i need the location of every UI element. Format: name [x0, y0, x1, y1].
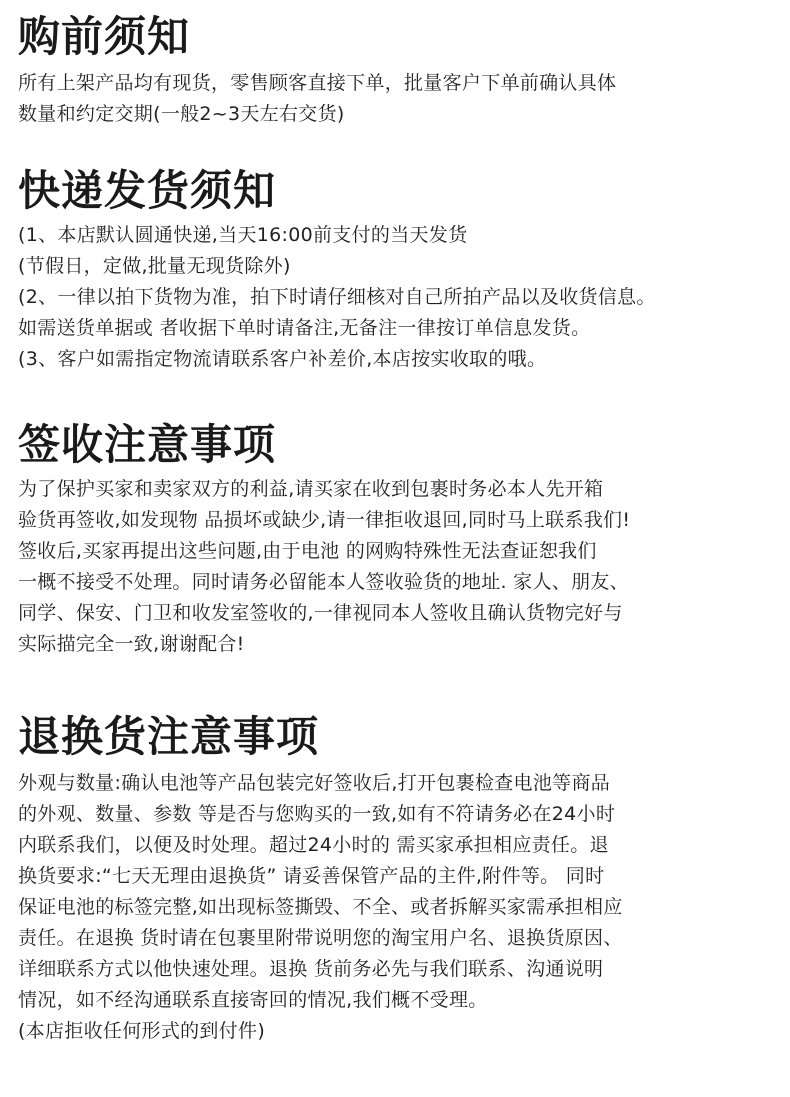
return-notice-line: 责任。在退换 货时请在包裹里附带说明您的淘宝用户名、退换货原因、 — [18, 927, 623, 949]
receipt-notice-line: 实际描完全一致,谢谢配合! — [18, 633, 245, 655]
purchase-notice-title: 购前须知 — [18, 12, 191, 61]
shipping-notice-line: 如需送货单据或 者收据下单时请备注,无备注一律按订单信息发货。 — [18, 317, 591, 339]
receipt-notice-body — [18, 474, 778, 660]
purchase-notice-body — [18, 68, 778, 130]
purchase-notice-section — [18, 12, 778, 130]
shipping-notice-body — [18, 220, 778, 375]
return-notice-section — [18, 712, 778, 1047]
purchase-notice-line: 所有上架产品均有现货，零售顾客直接下单，批量客户下单前确认具体 — [18, 72, 617, 94]
return-notice-line: 内联系我们，以便及时处理。超过24小时的 需买家承担相应责任。退 — [18, 834, 609, 856]
receipt-notice-line: 为了保护买家和卖家双方的利益,请买家在收到包裹时务必本人先开箱 — [18, 478, 604, 500]
shipping-notice-line: (1、本店默认圆通快递,当天16:00前支付的当天发货 — [18, 224, 468, 246]
receipt-notice-line: 一概不接受不处理。同时请务必留能本人签收验货的地址. 家人、朋友、 — [18, 571, 629, 593]
shipping-notice-line: (2、一律以拍下货物为准，拍下时请仔细核对自己所拍产品以及收货信息。 — [18, 286, 656, 308]
receipt-notice-line: 同学、保安、门卫和收发室签收的,一律视同本人签收且确认货物完好与 — [18, 602, 623, 624]
shipping-notice-section — [18, 166, 778, 375]
shipping-notice-line: (3、客户如需指定物流请联系客户补差价,本店按实收取的哦。 — [18, 348, 547, 370]
return-notice-line: 的外观、数量、参数 等是否与您购买的一致,如有不符请务必在24小时 — [18, 803, 616, 825]
return-notice-line: 情况，如不经沟通联系直接寄回的情况,我们概不受理。 — [18, 989, 488, 1011]
purchase-notice-line: 数量和约定交期(一般2~3天左右交货) — [18, 103, 345, 125]
return-notice-line: 保证电池的标签完整,如出现标签撕毁、不全、或者拆解买家需承担相应 — [18, 896, 623, 918]
return-notice-line: (本店拒收任何形式的到付件) — [18, 1020, 266, 1042]
return-notice-title: 退换货注意事项 — [18, 712, 320, 761]
shipping-notice-line: (节假日，定做,批量无现货除外) — [18, 255, 291, 277]
return-notice-body — [18, 768, 778, 1047]
return-notice-line: 外观与数量:确认电池等产品包装完好签收后,打开包裹检查电池等商品 — [18, 772, 611, 794]
receipt-notice-title: 签收注意事项 — [18, 420, 277, 469]
return-notice-line: 换货要求:“七天无理由退换货” 请妥善保管产品的主件,附件等。 同时 — [18, 865, 605, 887]
receipt-notice-section — [18, 420, 778, 660]
return-notice-line: 详细联系方式以他快速处理。退换 货前务必先与我们联系、沟通说明 — [18, 958, 604, 980]
shipping-notice-title: 快递发货须知 — [18, 166, 277, 215]
receipt-notice-line: 签收后,买家再提出这些问题,由于电池 的网购特殊性无法查证恕我们 — [18, 540, 597, 562]
receipt-notice-line: 验货再签收,如发现物 品损坏或缺少,请一律拒收退回,同时马上联系我们! — [18, 509, 631, 531]
